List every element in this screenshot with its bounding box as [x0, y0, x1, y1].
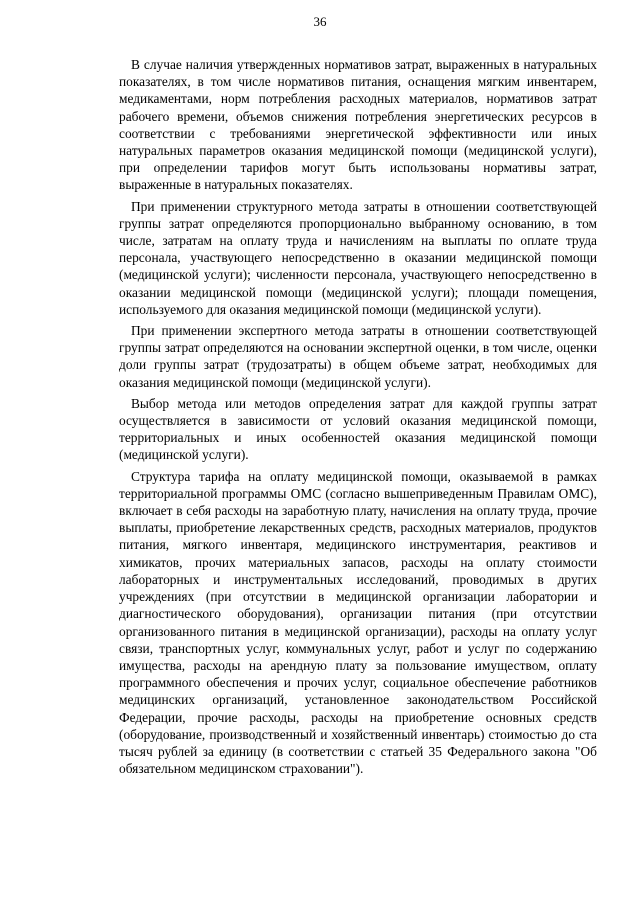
paragraph-norms: В случае наличия утвержденных нормативов затрат, выраженных в натуральных показателях, в том числе нормативов питания, оснащения мягким инвентарем, медикаментами, норм потребления расходных материалов, нормативов затрат рабочего времени, объемов снижения потребления энергетических ресурсов в соответствии с требованиями энергетической эффективности или иных натуральных параметров оказания медицинской помощи (медицинской услуги), при определении тарифов могут быть использованы нормативы затрат, выраженные в натуральных показателях.: [119, 57, 597, 193]
paragraph-structural-method: При применении структурного метода затраты в отношении соответствующей группы затрат определяются пропорционально выбранному основанию, в том числе, затратам на оплату труда и начислениям на выплаты по оплате труда персонала, участвующего непосредственно в оказании медицинской помощи (медицинской услуги); численности персонала, участвующего непосредственно в оказании медицинской помощи (медицинской услуги); площади помещения, используемого для оказания медицинской помощи (медицинской услуги).: [119, 198, 597, 317]
paragraph-tariff-structure: Структура тарифа на оплату медицинской помощи, оказываемой в рамках территориальной программы ОМС (согласно вышеприведенным Правилам ОМС), включает в себя расходы на заработную плату, начисления на оплату труда, прочие выплаты, приобретение лекарственных средств, расходных материалов, продуктов питания, мягкого инвентаря, медицинского инструментария, реактивов и химикатов, прочих материальных запасов, расходы на оплату стоимости лабораторных и инструментальных исследований, проводимых в других учреждениях (при отсутствии в медицинской организации лаборатории и диагностического оборудования), организации питания (при отсутствии организованного питания в медицинской организации), расходы на оплату услуг связи, транспортных услуг, коммунальных услуг, работ и услуг по содержанию имущества, расходы на арендную плату за пользование имуществом, оплату программного обеспечения и прочих услуг, социальное обеспечение работников медицинских организаций, установленное законодательством Российской Федерации, прочие расходы, расходы на приобретение основных средств (оборудование, производственный и хозяйственный инвентарь) стоимостью до ста тысяч рублей за единицу (в соответствии с статьей 35 Федерального закона "Об обязательном медицинском страховании").: [119, 468, 597, 777]
document-body: [119, 56, 597, 777]
paragraph-method-choice: Выбор метода или методов определения затрат для каждой группы затрат осуществляется в зависимости от условий оказания медицинской помощи, территориальных и иных особенностей оказания медицинской помощи (медицинской услуги).: [119, 395, 597, 463]
paragraph-expert-method: При применении экспертного метода затраты в отношении соответствующей группы затрат определяются на основании экспертной оценки, в том числе, оценки доли группы затрат (трудозатраты) в общем объеме затрат, необходимых для оказания медицинской помощи (медицинской услуги).: [119, 323, 597, 390]
page-number: 36: [313, 14, 327, 29]
